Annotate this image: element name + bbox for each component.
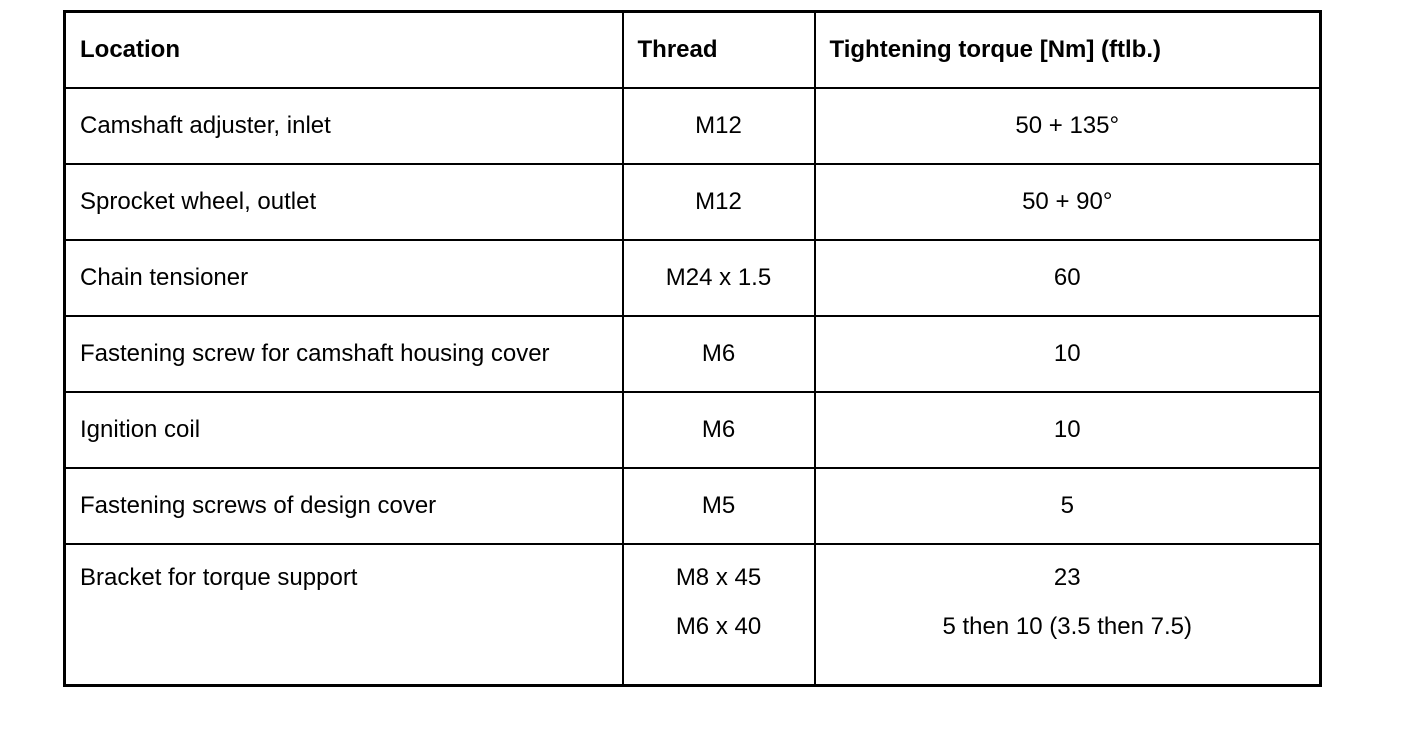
cell-thread: M24 x 1.5 [623,240,815,316]
cell-torque: 60 [815,240,1321,316]
table-row [65,316,1321,392]
cell-location: Ignition coil [65,392,623,468]
cell-location: Fastening screw for camshaft housing cover [65,316,623,392]
cell-thread: M6 [623,316,815,392]
header-location: Location [65,12,623,89]
cell-location: Chain tensioner [65,240,623,316]
cell-location: Bracket for torque support [65,544,623,686]
cell-torque: 10 [815,316,1321,392]
table-row [65,544,1321,686]
cell-location: Camshaft adjuster, inlet [65,88,623,164]
torque-value: 23 [1053,564,1081,591]
cell-location: Sprocket wheel, outlet [65,164,623,240]
cell-torque: 5 [815,468,1321,544]
cell-torque: 10 [815,392,1321,468]
cell-location: Fastening screws of design cover [65,468,623,544]
table-row [65,468,1321,544]
cell-torque: 50 + 90° [815,164,1321,240]
thread-value: M6 x 40 [675,613,762,640]
cell-torque: 50 + 135° [815,88,1321,164]
thread-value: M8 x 45 [675,564,762,591]
table-header-row [65,12,1321,89]
cell-thread: M12 [623,88,815,164]
table-row [65,164,1321,240]
torque-value: 5 then 10 (3.5 then 7.5) [942,613,1192,640]
cell-thread: M6 [623,392,815,468]
cell-torque [815,544,1321,686]
cell-thread [623,544,815,686]
table-row [65,88,1321,164]
table-row [65,240,1321,316]
cell-thread: M5 [623,468,815,544]
header-thread: Thread [623,12,815,89]
header-torque: Tightening torque [Nm] (ftlb.) [815,12,1321,89]
torque-specification-table [63,10,1322,687]
table-row [65,392,1321,468]
cell-thread: M12 [623,164,815,240]
